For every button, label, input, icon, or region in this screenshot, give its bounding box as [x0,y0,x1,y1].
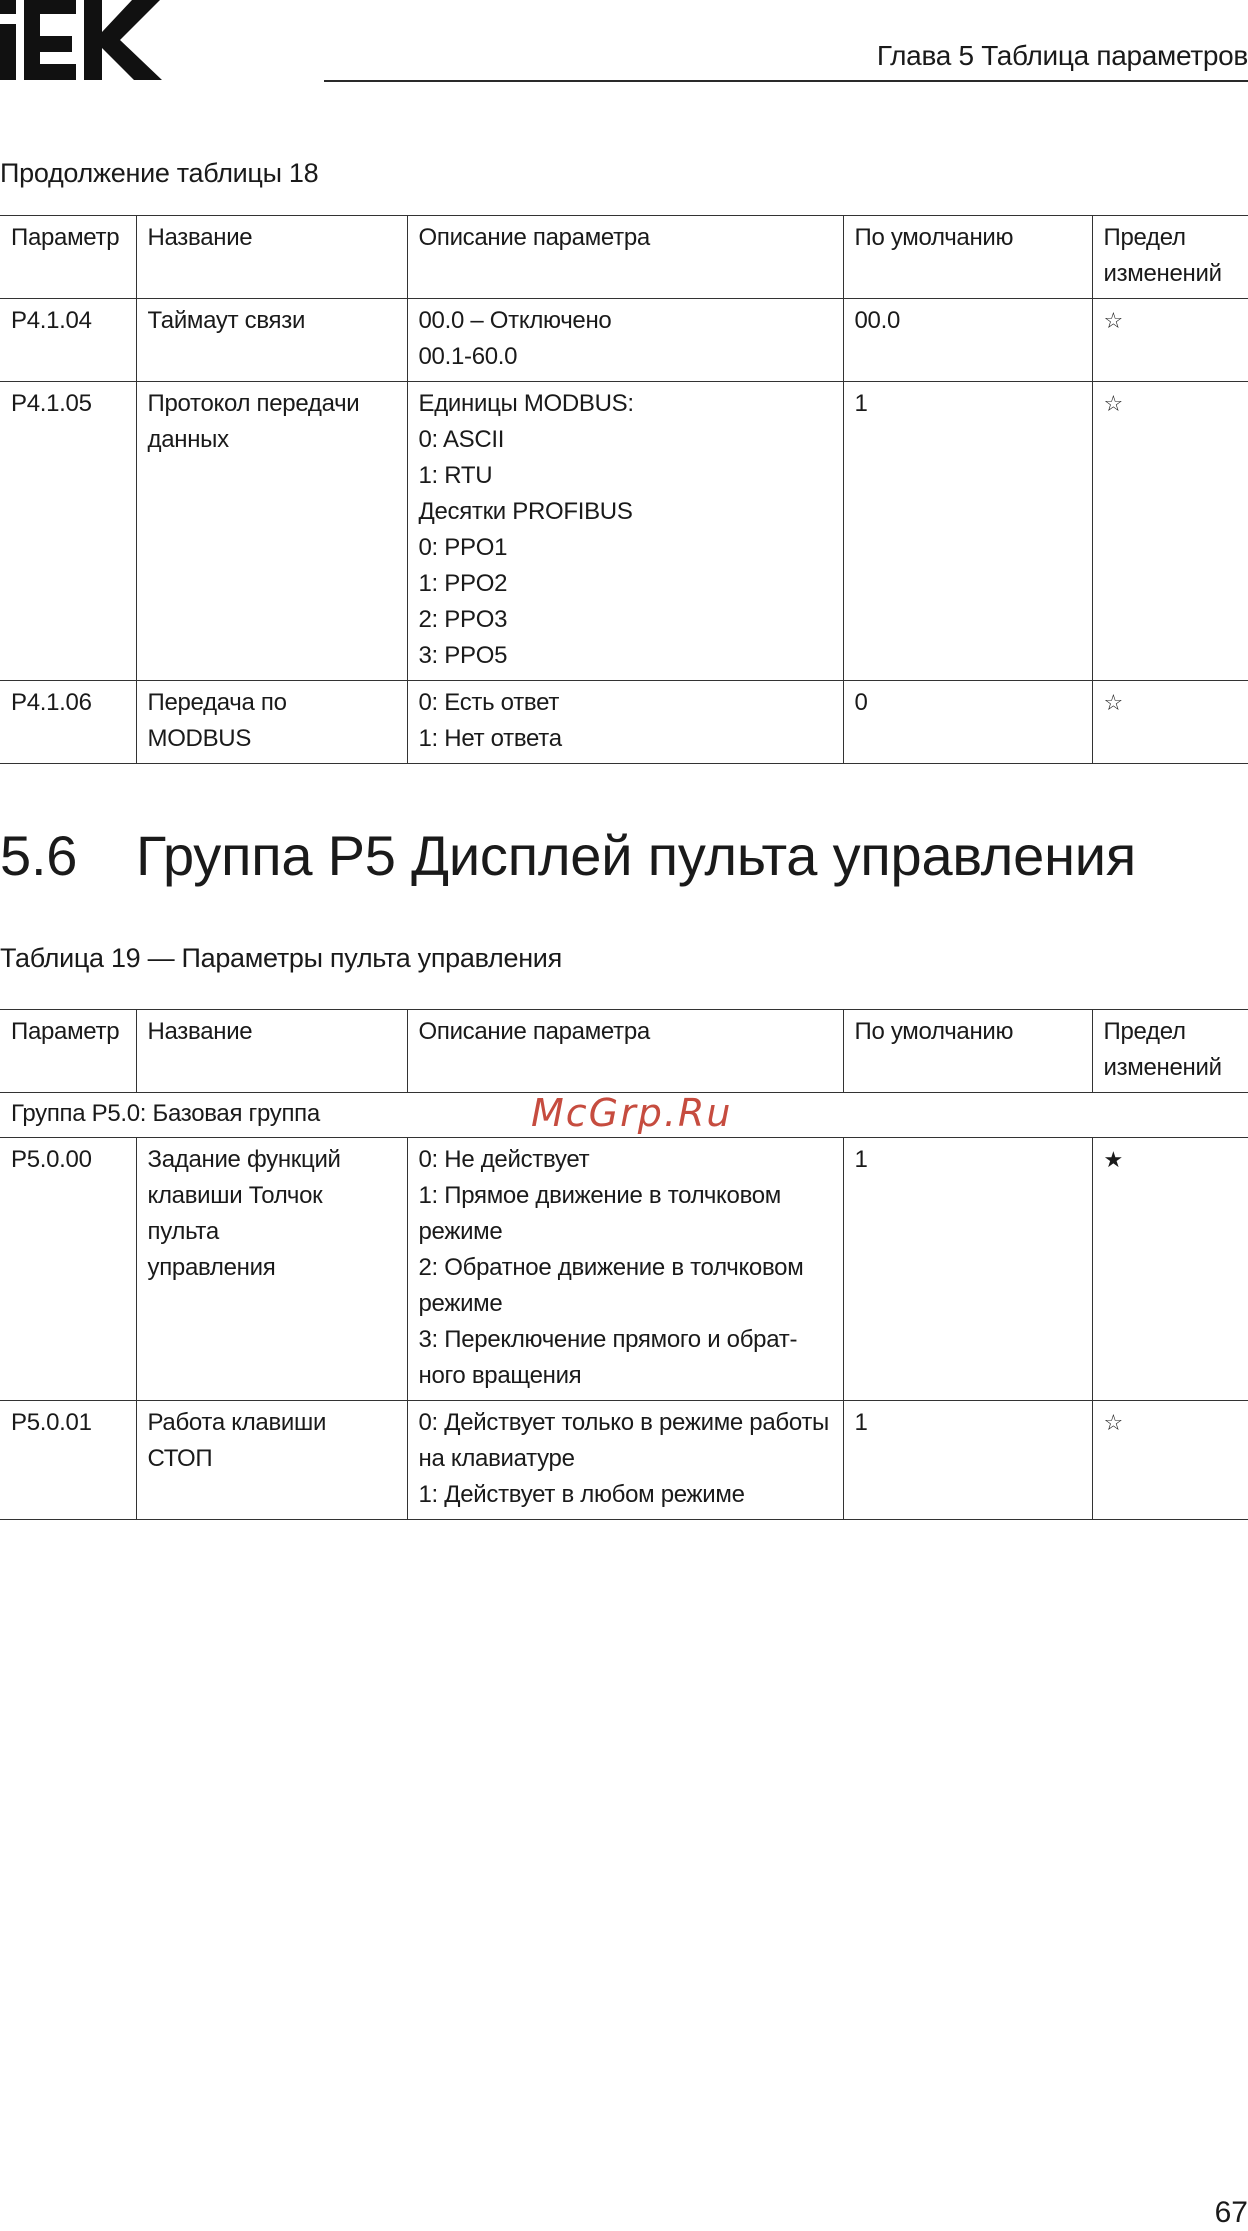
star-outline-icon: ☆ [1103,391,1123,416]
header-name: Название [136,1010,407,1093]
header-default: По умолчанию [843,1010,1092,1093]
iek-logo [0,0,164,80]
table-row [0,681,1248,764]
header-limit: Предел изменений [1092,216,1248,299]
header-param: Параметр [0,1010,136,1093]
table-row [0,299,1248,382]
table-19 [0,1009,1248,1520]
star-outline-icon: ☆ [1103,1410,1123,1435]
star-outline-icon: ☆ [1103,690,1123,715]
param-code: P4.1.05 [0,382,136,681]
header-desc: Описание параметра [407,216,843,299]
chapter-title: Глава 5 Таблица параметров [876,40,1248,71]
star-outline-icon: ☆ [1103,308,1123,333]
param-default: 1 [843,382,1092,681]
group-label: Группа P5.0: Базовая группа [0,1093,1248,1138]
param-default: 00.0 [843,299,1092,382]
table-row [0,382,1248,681]
param-code: P5.0.01 [0,1401,136,1520]
param-limit [1092,681,1248,764]
param-description: 00.0 – Отключено 00.1-60.0 [407,299,843,382]
param-default: 0 [843,681,1092,764]
header-name: Название [136,216,407,299]
param-name: Таймаут связи [136,299,407,382]
param-limit [1092,299,1248,382]
table18-caption: Продолжение таблицы 18 [0,158,319,188]
table-row [0,1401,1248,1520]
table-row [0,1138,1248,1401]
param-description: 0: Действует только в режиме работы на клавиатуре 1: Действует в любом режиме [407,1401,843,1520]
param-description: Единицы MODBUS: 0: ASCII 1: RTU Десятки PROFIBUS 0: PPO1 1: PPO2 2: PPO3 3: PPO5 [407,382,843,681]
param-code: P4.1.04 [0,299,136,382]
table-header-row [0,216,1248,299]
page-number: 67 [1214,2196,1248,2229]
param-limit [1092,1401,1248,1520]
header-param: Параметр [0,216,136,299]
param-default: 1 [843,1138,1092,1401]
param-name: Протокол передачи данных [136,382,407,681]
table-18 [0,215,1248,764]
table19-caption: Таблица 19 — Параметры пульта управления [0,943,562,973]
param-code: P5.0.00 [0,1138,136,1401]
section-title: Группа P5 Дисплей пульта управления [136,824,1137,887]
param-default: 1 [843,1401,1092,1520]
table-header-row [0,1010,1248,1093]
section-number: 5.6 [0,824,78,887]
star-filled-icon: ★ [1103,1147,1123,1172]
param-name: Задание функций клавиши Толчок пульта управления [136,1138,407,1401]
param-code: P4.1.06 [0,681,136,764]
header-limit: Предел изменений [1092,1010,1248,1093]
header-desc: Описание параметра [407,1010,843,1093]
param-limit [1092,1138,1248,1401]
param-description: 0: Есть ответ 1: Нет ответа [407,681,843,764]
header-divider [324,80,1248,82]
param-description: 0: Не действует 1: Прямое движение в толчковом режиме 2: Обратное движение в толчковом режиме 3: Переключение прямого и обрат- ного вращения [407,1138,843,1401]
header-default: По умолчанию [843,216,1092,299]
section-heading [0,823,1136,888]
watermark: McGrp.Ru [531,1091,733,1135]
param-name: Передача по MODBUS [136,681,407,764]
param-limit [1092,382,1248,681]
param-name: Работа клавиши СТОП [136,1401,407,1520]
